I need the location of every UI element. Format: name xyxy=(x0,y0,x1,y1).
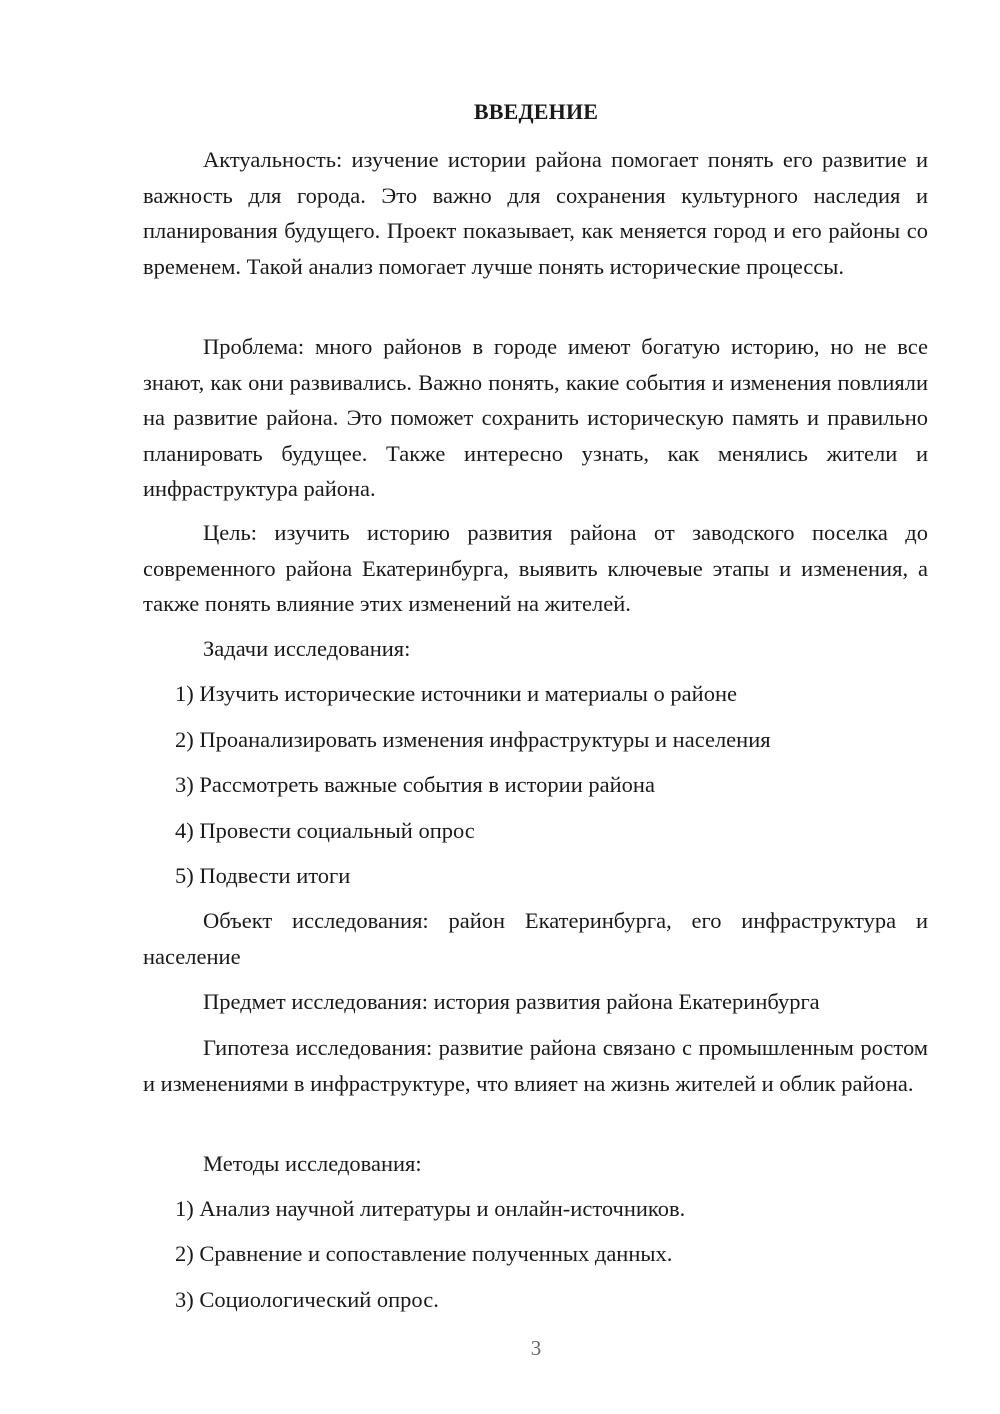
hypothesis-paragraph: Гипотеза исследования: развитие района связано с промышленным ростом и изменениями в инфраструктуре, что влияет на жизнь жителей и облик района. xyxy=(143,1035,928,1096)
object-paragraph: Объект исследования: район Екатеринбурга, его инфраструктура и население xyxy=(143,908,928,969)
list-item: 1) Изучить исторические источники и материалы о районе xyxy=(175,681,737,706)
list-item: 2) Сравнение и сопоставление полученных данных. xyxy=(175,1241,673,1266)
list-item: 3) Рассмотреть важные события в истории района xyxy=(175,772,655,797)
list-item: 3) Социологический опрос. xyxy=(175,1287,439,1312)
methods-heading: Методы исследования: xyxy=(203,1151,422,1176)
list-item: 4) Провести социальный опрос xyxy=(175,818,475,843)
relevance-paragraph: Актуальность: изучение истории района помогает понять его развитие и важность для города. Это важно для сохранения культурного наследия и планирования будущего. Проект показывает, как меняется город и его районы со временем. Такой анализ помогает лучше понять исторические процессы. xyxy=(143,147,928,279)
tasks-heading: Задачи исследования: xyxy=(203,636,411,661)
list-item: 2) Проанализировать изменения инфраструктуры и населения xyxy=(175,727,771,752)
problem-paragraph: Проблема: много районов в городе имеют богатую историю, но не все знают, как они развивались. Важно понять, какие события и изменения повлияли на развитие района. Это поможет сохранить историческую память и правильно планировать будущее. Также интересно узнать, как менялись жители и инфраструктура района. xyxy=(143,334,928,501)
subject-paragraph: Предмет исследования: история развития района Екатеринбурга xyxy=(203,989,820,1014)
goal-paragraph: Цель: изучить историю развития района от заводского поселка до современного района Екатеринбурга, выявить ключевые этапы и изменения, а также понять влияние этих изменений на жителей. xyxy=(143,520,928,616)
list-item: 5) Подвести итоги xyxy=(175,863,351,888)
page-number: 3 xyxy=(530,1336,542,1360)
list-item: 1) Анализ научной литературы и онлайн-источников. xyxy=(175,1196,686,1221)
page-title: ВВЕДЕНИЕ xyxy=(473,99,599,124)
